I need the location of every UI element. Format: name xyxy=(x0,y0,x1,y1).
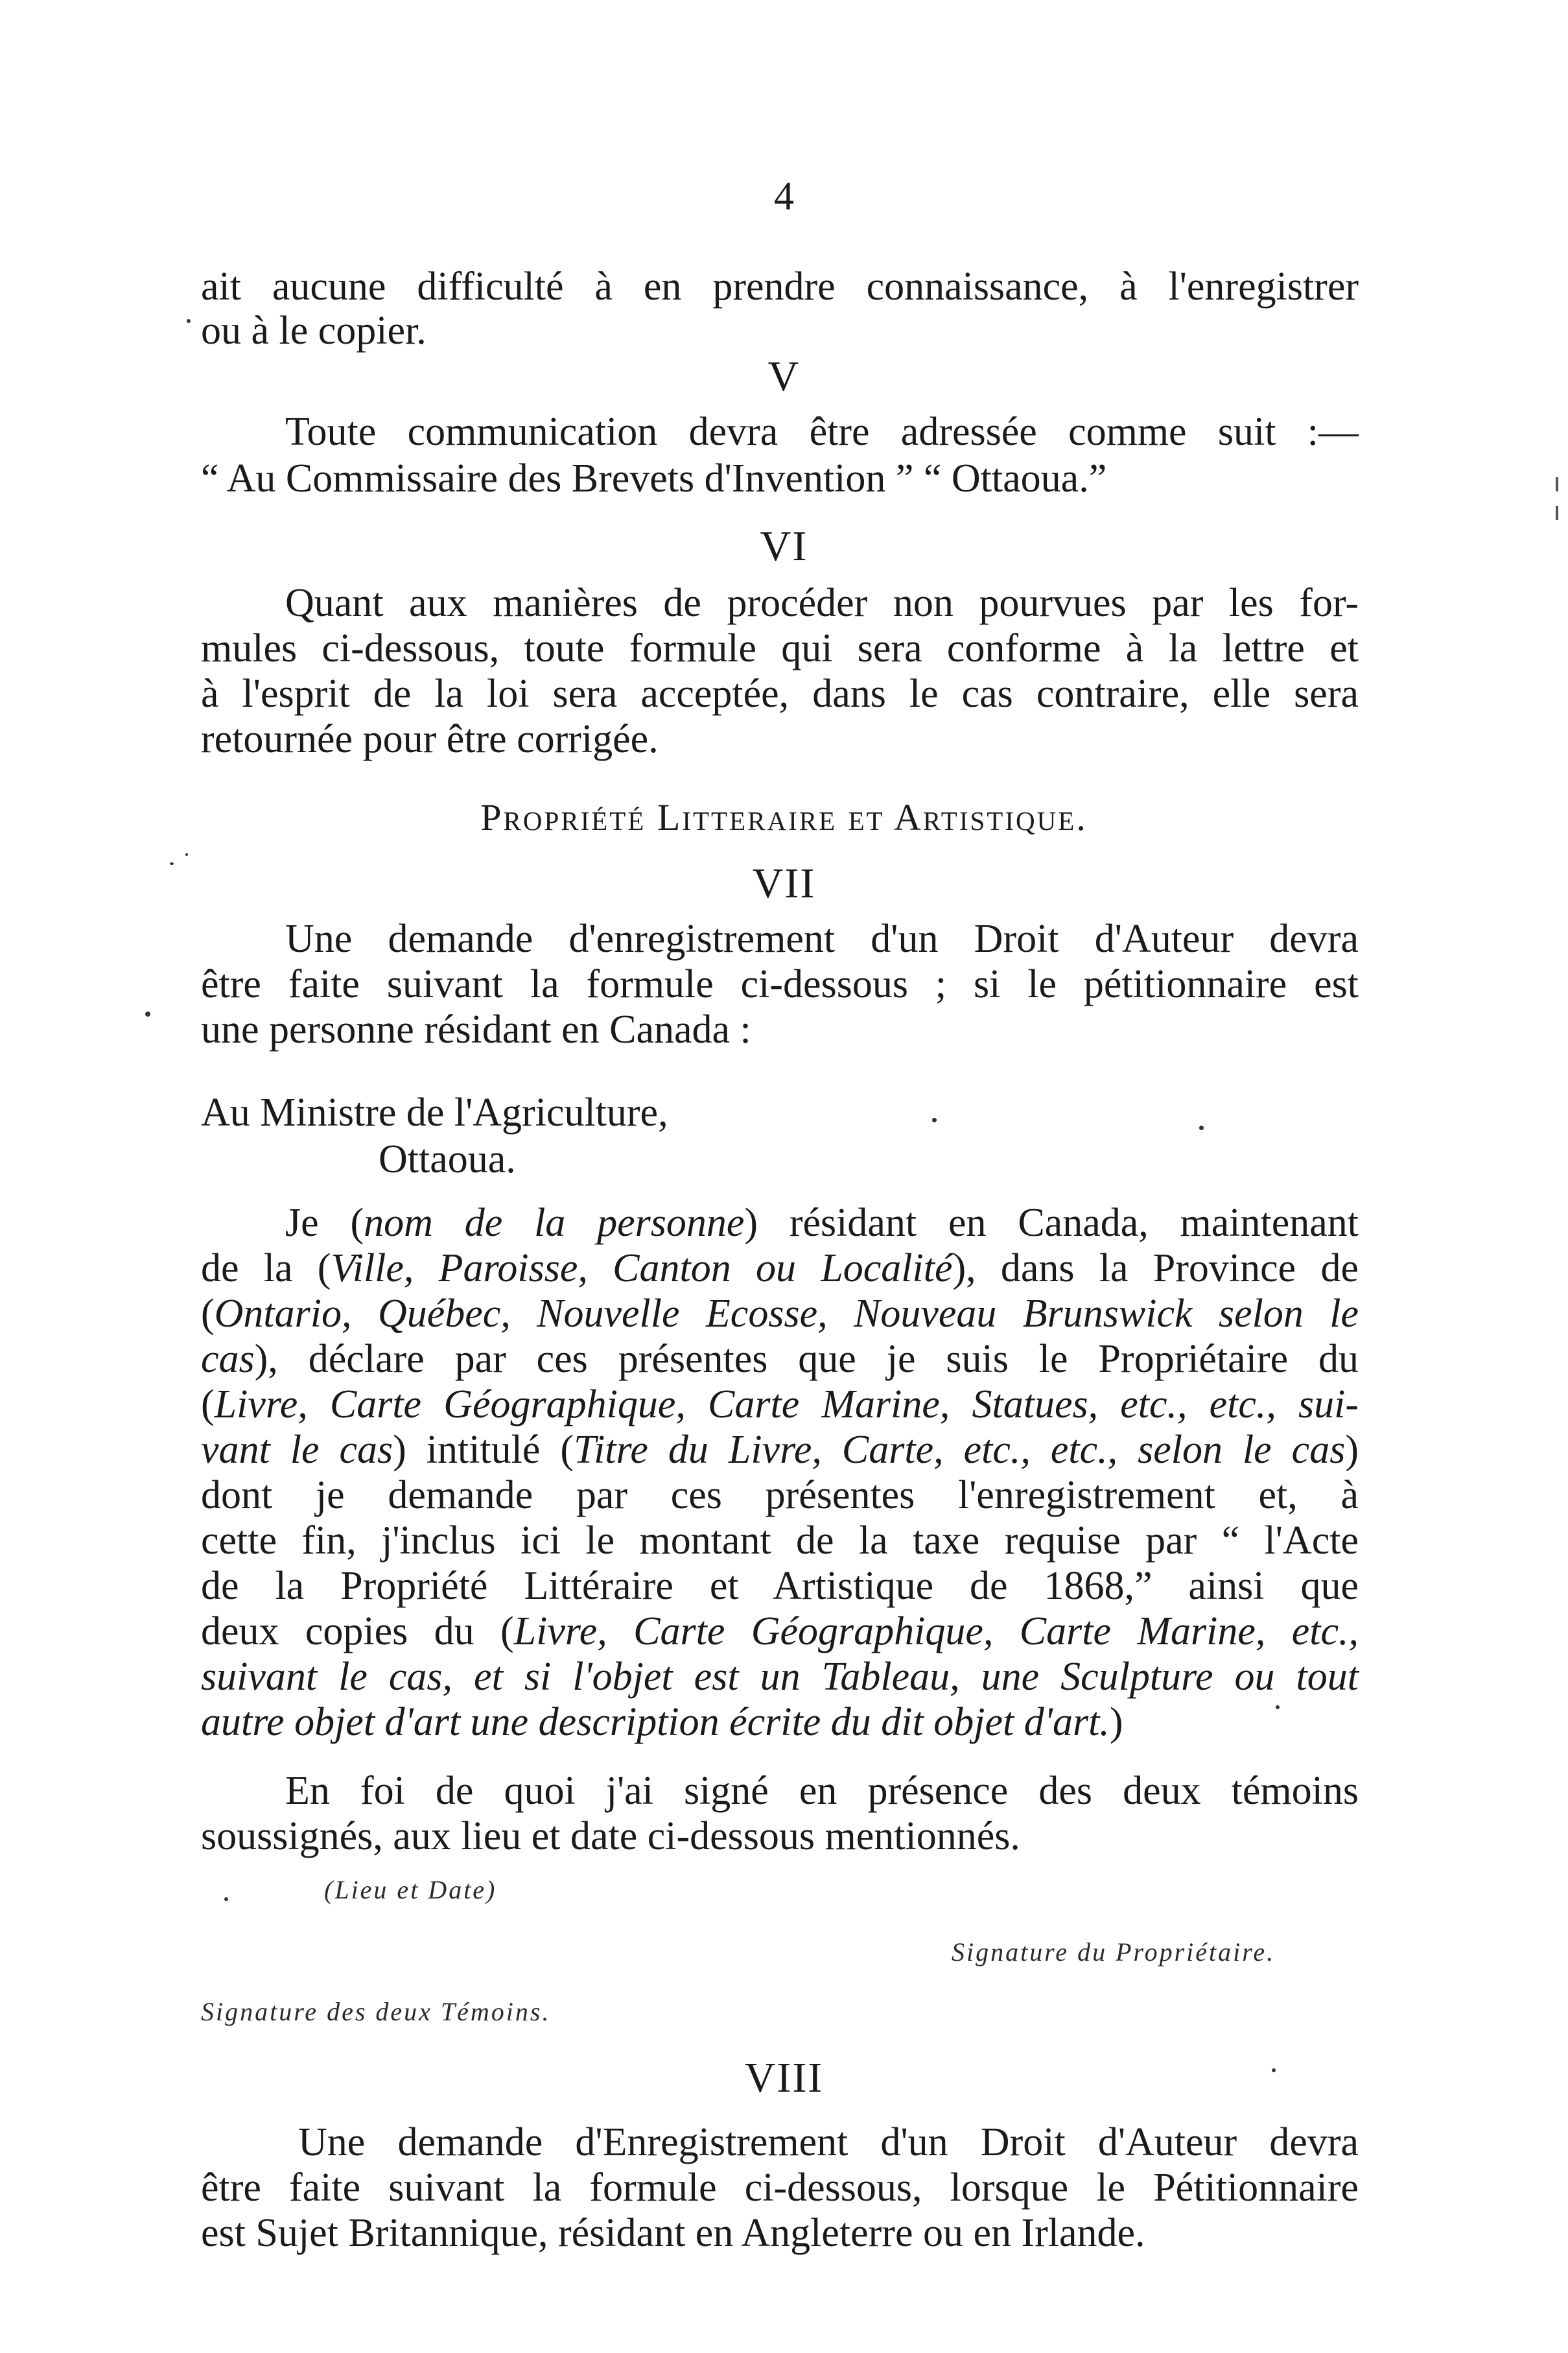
section-subtitle: Propriété Litteraire et Artistique. xyxy=(480,796,1088,838)
scan-speck xyxy=(185,853,188,856)
form-line-9: de la Propriété Littéraire et Artistique de 1868,” ainsi que xyxy=(201,1564,1359,1608)
section-vii-line-3: une personne résidant en Canada : xyxy=(201,1008,751,1052)
form-line-10: deux copies du (Livre, Carte Géographique, Carte Marine, etc., xyxy=(201,1609,1359,1653)
signature-witnesses: Signature des deux Témoins. xyxy=(201,1997,551,2026)
signature-place-date: (Lieu et Date) xyxy=(324,1875,497,1904)
section-vii-heading: VII xyxy=(752,860,816,907)
witness-line-1: En foi de quoi j'ai signé en présence des deux témoins xyxy=(285,1769,1359,1813)
section-viii-line-1: Une demande d'Enregistrement d'un Droit d'Auteur devra xyxy=(298,2120,1359,2164)
section-viii-heading: VIII xyxy=(744,2054,824,2101)
section-vi-line-4: retournée pour être corrigée. xyxy=(201,717,659,761)
section-v-line-2: “ Au Commissaire des Brevets d'Invention ” “ Ottaoua.” xyxy=(201,456,1107,501)
scan-speck xyxy=(145,1011,150,1017)
scan-speck xyxy=(187,319,191,323)
scan-speck xyxy=(170,862,174,865)
section-vi-line-2: mules ci-dessous, toute formule qui sera conforme à la lettre et xyxy=(201,626,1359,670)
scan-margin-mark xyxy=(1556,506,1558,520)
form-line-3: (Ontario, Québec, Nouvelle Ecosse, Nouveau Brunswick selon le xyxy=(201,1292,1359,1336)
form-line-11: suivant le cas, et si l'objet est un Tableau, une Sculpture ou tout xyxy=(201,1655,1359,1699)
section-vii-line-1: Une demande d'enregistrement d'un Droit d'Auteur devra xyxy=(285,917,1359,961)
intro-line-1: ait aucune difficulté à en prendre connaissance, à l'enregistrer xyxy=(201,265,1359,309)
witness-line-2: soussignés, aux lieu et date ci-dessous mentionnés. xyxy=(201,1814,1020,1858)
section-vii-line-2: être faite suivant la formule ci-dessous ; si le pétitionnaire est xyxy=(201,962,1359,1006)
section-vi-line-1: Quant aux manières de procéder non pourvues par les for- xyxy=(285,581,1359,625)
form-line-5: (Livre, Carte Géographique, Carte Marine, Statues, etc., etc., sui- xyxy=(201,1382,1359,1426)
scan-speck xyxy=(1272,2068,1276,2072)
form-line-4: cas), déclare par ces présentes que je suis le Propriétaire du xyxy=(201,1337,1359,1381)
scan-margin-mark xyxy=(1556,477,1558,491)
section-v-line-1: Toute communication devra être adressée comme suit :— xyxy=(285,410,1359,454)
form-line-8: cette fin, j'inclus ici le montant de la taxe requise par “ l'Acte xyxy=(201,1519,1359,1563)
scan-speck xyxy=(932,1118,937,1122)
scan-speck xyxy=(1276,1705,1280,1709)
form-line-6: vant le cas) intitulé (Titre du Livre, Carte, etc., etc., selon le cas) xyxy=(201,1428,1359,1472)
section-vi-line-3: à l'esprit de la loi sera acceptée, dans le cas contraire, elle sera xyxy=(201,672,1359,716)
form-line-1: Je (nom de la personne) résidant en Canada, maintenant xyxy=(285,1201,1359,1245)
section-viii-line-3: est Sujet Britannique, résidant en Angleterre ou en Irlande. xyxy=(201,2211,1145,2255)
scan-speck xyxy=(224,1897,228,1901)
scan-speck xyxy=(1199,1126,1204,1130)
signature-owner: Signature du Propriétaire. xyxy=(952,1937,1276,1967)
section-v-heading: V xyxy=(767,353,801,400)
form-line-12: autre objet d'art une description écrite du dit objet d'art.) xyxy=(201,1700,1123,1744)
form-line-7: dont je demande par ces présentes l'enregistrement et, à xyxy=(201,1473,1359,1517)
intro-line-2: ou à le copier. xyxy=(201,309,427,353)
address-line-1: Au Ministre de l'Agriculture, xyxy=(201,1091,668,1135)
section-vi-heading: VI xyxy=(760,523,808,570)
page-number: 4 xyxy=(774,174,794,219)
address-line-2: Ottaoua. xyxy=(379,1137,516,1181)
section-viii-line-2: être faite suivant la formule ci-dessous, lorsque le Pétitionnaire xyxy=(201,2166,1359,2210)
form-line-2: de la (Ville, Paroisse, Canton ou Localité), dans la Province de xyxy=(201,1246,1359,1290)
